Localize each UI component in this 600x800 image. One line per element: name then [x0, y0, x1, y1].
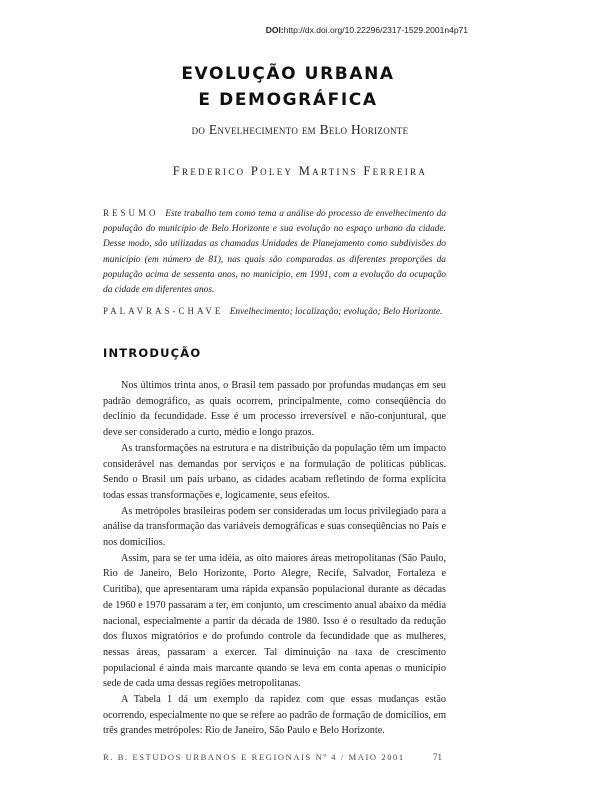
article-title-line1: EVOLUÇÃO URBANA — [181, 64, 395, 84]
body-text — [103, 378, 446, 739]
keywords-label: PALAVRAS-CHAVE — [103, 306, 224, 316]
keywords — [103, 306, 463, 317]
doi-label: DOI: — [265, 25, 284, 35]
paragraph: A Tabela 1 dá um exemplo da rapidez com que essas mudanças estão ocorrendo, especialmente no que se refere ao padrão de formação de domicílios, em três grandes metrópoles: Rio de Janeiro, São Paulo e Belo Horizonte. — [103, 694, 446, 737]
section-heading: INTRODUÇÃO — [103, 346, 202, 360]
abstract-label: RESUMO — [103, 208, 159, 218]
page-number: 71 — [433, 752, 442, 762]
paragraph: Assim, para se ter uma idéia, as oito maiores áreas metropolitanas (São Paulo, Rio de Janeiro, Belo Horizonte, Porto Alegre, Recife, Salvador, Fortaleza e Curitiba), que apresentaram uma rápida expansão populacional durante as décadas de 1960 e 1970 passaram a ter, em conjunto, um crescimento anual abaixo da média nacional, especialmente a partir da década de 1980. Isso é o resultado da redução dos fluxos migratórios e do profundo controle da fecundidade que as mulheres, nessas áreas, passaram a exercer. Tal diminuição na taxa de crescimento populacional é ainda mais marcante quando se leva em conta apenas o município sede de cada uma dessas regiões metropolitanas. — [103, 552, 446, 690]
paragraph: Nos últimos trinta anos, o Brasil tem passado por profundas mudanças em seu padrão demográfico, as quais ocorrem, principalmente, como conseqüência do declínio da fecundidade. Esse é um processo irreversível e não-conjuntural, que deve ser considerado a curto, médio e longo prazos. — [103, 380, 446, 439]
paragraph: As metrópoles brasileiras podem ser consideradas um locus privilegiado para a análise da transformação das variáveis demográficas e suas conseqüências no País e nos domicílios. — [103, 505, 446, 549]
author-name: Frederico Poley Martins Ferreira — [172, 164, 428, 178]
paragraph: As transformações na estrutura e na distribuição da população têm um impacto considerável nas demandas por serviços e na formulação de políticas públicas. Sendo o Brasil um país urbano, as cidades acabam refletindo de forma explícita todas essas transformações e, logicamente, seus efeitos. — [103, 442, 446, 501]
doi-line — [266, 25, 468, 35]
journal-footer: R. B. ESTUDOS URBANOS E REGIONAIS Nº 4 / MAIO 2001 — [103, 752, 405, 762]
abstract-text: Este trabalho tem como tema a análise do processo de envelhecimento da população do município de Belo Horizonte e sua evolução no espaço urbano da cidade. Desse modo, são utilizadas as chamadas Unidades de Planejamento como subdivisões do município (em número de 81), nas quais são comparadas as diferentes proporções da população acima de sessenta anos, no município, em 1991, com a evolução da ocupação da cidade em diferentes anos. — [103, 209, 447, 296]
keywords-text: Envelhecimento; localização; evolução; Belo Horizonte. — [229, 307, 443, 317]
article-title-line2: E DEMOGRÁFICA — [198, 90, 378, 110]
article-subtitle: do Envelhecimento em Belo Horizonte — [191, 122, 409, 137]
abstract — [103, 206, 446, 298]
doi-link[interactable]: http://dx.doi.org/10.22296/2317-1529.2001n4p71 — [283, 25, 468, 35]
